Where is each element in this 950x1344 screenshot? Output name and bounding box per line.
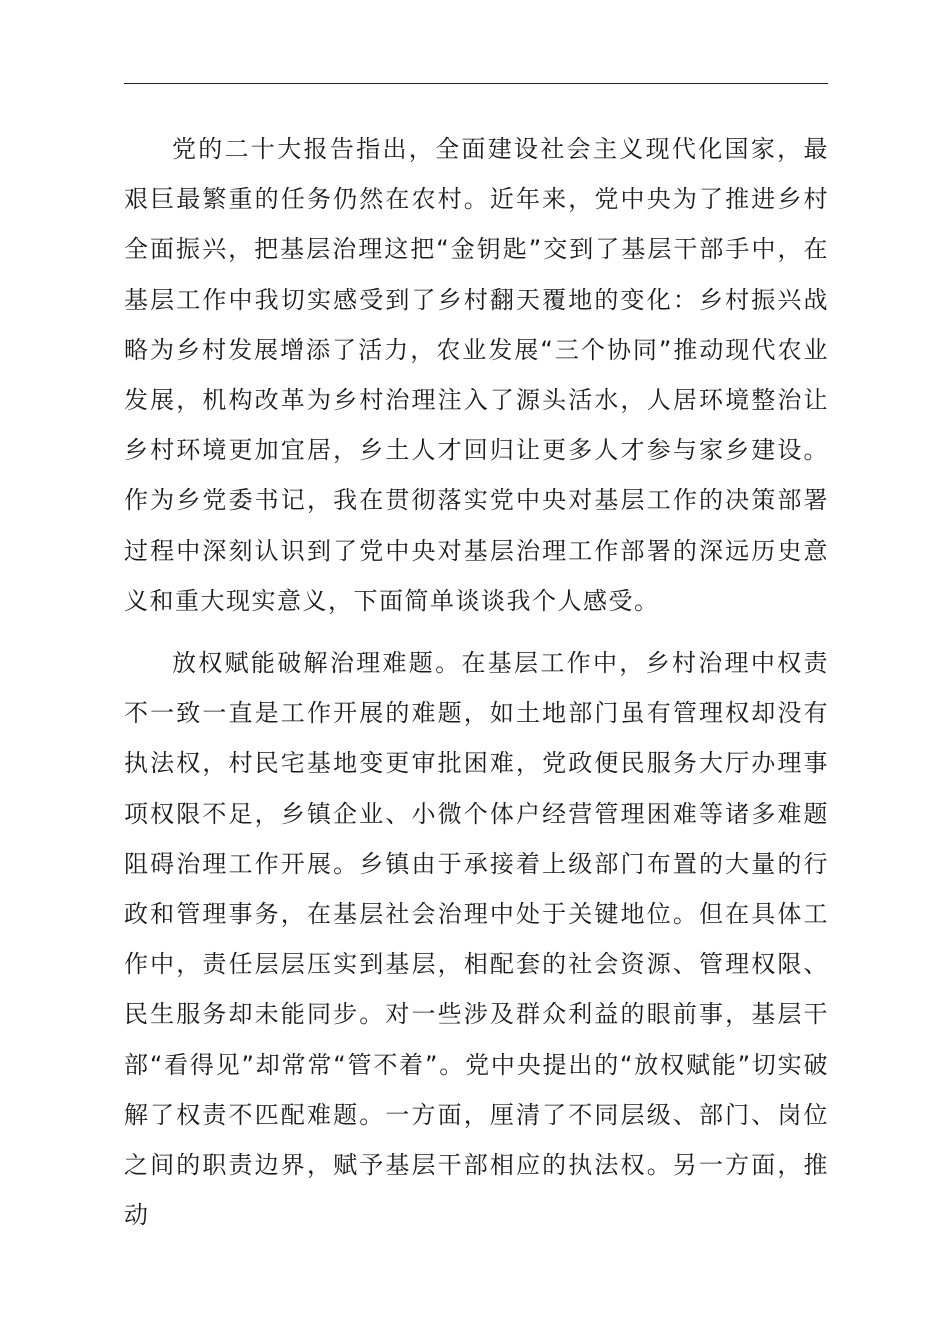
paragraph-2: 放权赋能破解治理难题。在基层工作中，乡村治理中权责不一致一直是工作开展的难题，如土地部门虽有管理权却没有执法权，村民宅基地变更审批困难，党政便民服务大厅办理事项权限不足，乡镇企业、小微个体户经营管理困难等诸多难题阻碍治理工作开展。乡镇由于承接着上级部门布置的大量的行政和管理事务，在基层社会治理中处于关键地位。但在具体工作中，责任层层压实到基层，相配套的社会资源、管理权限、民生服务却未能同步。对一些涉及群众利益的眼前事，基层干部“看得见”却常常“管不着”。党中央提出的“放权赋能”切实破解了权责不匹配难题。一方面，厘清了不同层级、部门、岗位之间的职责边界，赋予基层干部相应的执法权。另一方面，推动	[124, 649, 829, 1230]
header-rule	[124, 83, 828, 84]
paragraph-1: 党的二十大报告指出，全面建设社会主义现代化国家，最艰巨最繁重的任务仍然在农村。近年来，党中央为了推进乡村全面振兴，把基层治理这把“金钥匙”交到了基层干部手中，在基层工作中我切实感受到了乡村翻天覆地的变化：乡村振兴战略为乡村发展增添了活力，农业发展“三个协同”推动现代农业发展，机构改革为乡村治理注入了源头活水，人居环境整治让乡村环境更加宜居，乡土人才回归让更多人才参与家乡建设。作为乡党委书记，我在贯彻落实党中央对基层工作的决策部署过程中深刻认识到了党中央对基层治理工作部署的深远历史意义和重大现实意义，下面简单谈谈我个人感受。	[124, 135, 829, 615]
document-body	[124, 124, 829, 1252]
